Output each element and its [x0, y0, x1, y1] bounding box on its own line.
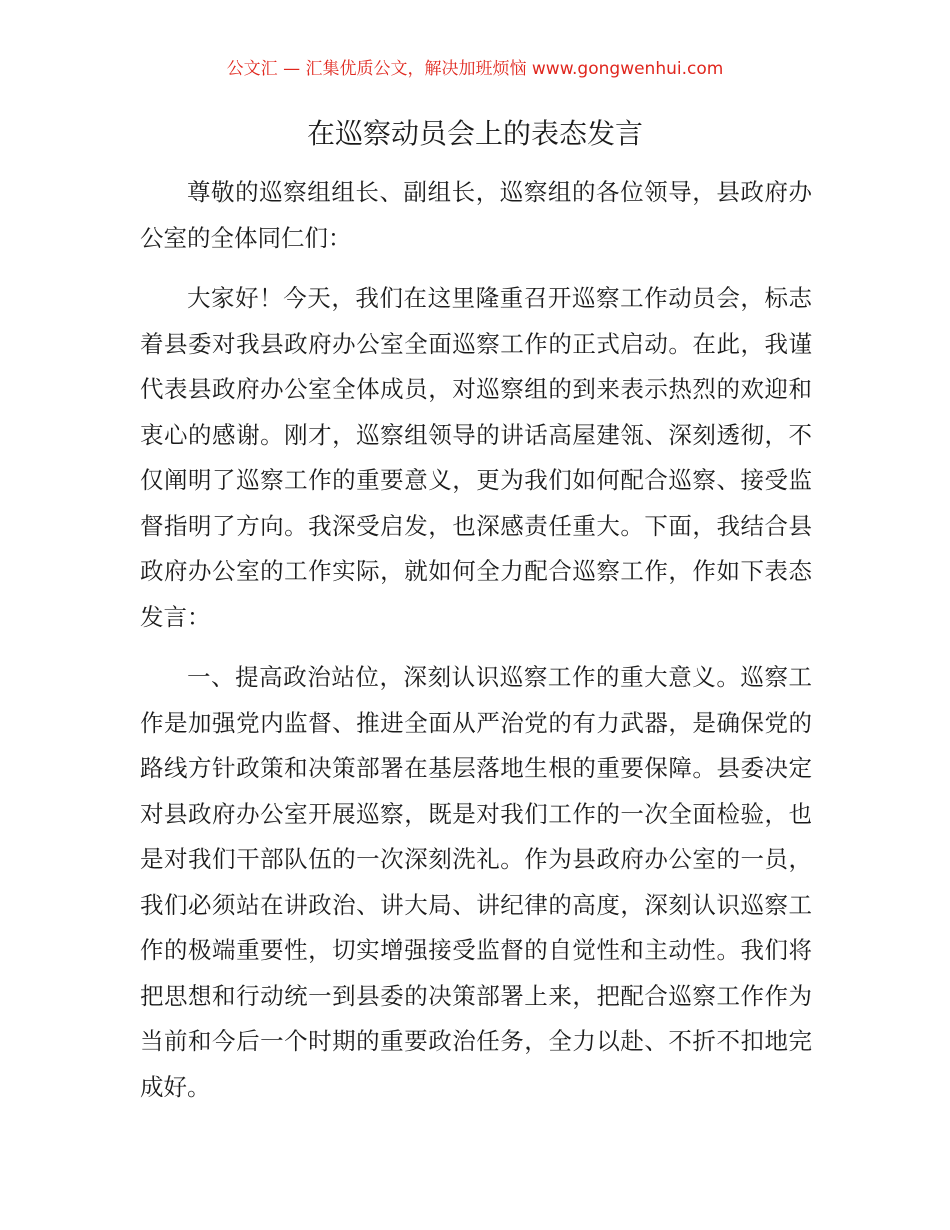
site-banner: 公文汇 — 汇集优质公文，解决加班烦恼 www.gongwenhui.com: [226, 59, 724, 79]
document-title: 在巡察动员会上的表态发言: [306, 117, 643, 150]
document-body: [140, 170, 812, 1125]
salutation-paragraph: 尊敬的巡察组组长、副组长，巡察组的各位领导，县政府办公室的全体同仁们：: [140, 178, 812, 252]
opening-paragraph: 大家好！今天，我们在这里隆重召开巡察工作动员会，标志着县委对我县政府办公室全面巡察工作的正式启动。在此，我谨代表县政府办公室全体成员，对巡察组的到来表示热烈的欢迎和衷心的感谢。刚才，巡察组领导的讲话高屋建瓴、深刻透彻，不仅阐明了巡察工作的重要意义，更为我们如何配合巡察、接受监督指明了方向。我深受启发，也深感责任重大。下面，我结合县政府办公室的工作实际，就如何全力配合巡察工作，作如下表态发言：: [140, 284, 812, 631]
point-one-paragraph: 一、提高政治站位，深刻认识巡察工作的重大意义。巡察工作是加强党内监督、推进全面从严治党的有力武器，是确保党的路线方针政策和决策部署在基层落地生根的重要保障。县委决定对县政府办公室开展巡察，既是对我们工作的一次全面检验，也是对我们干部队伍的一次深刻洗礼。作为县政府办公室的一员，我们必须站在讲政治、讲大局、讲纪律的高度，深刻认识巡察工作的极端重要性，切实增强接受监督的自觉性和主动性。我们将把思想和行动统一到县委的决策部署上来，把配合巡察工作作为当前和今后一个时期的重要政治任务，全力以赴、不折不扣地完成好。: [140, 663, 812, 1101]
